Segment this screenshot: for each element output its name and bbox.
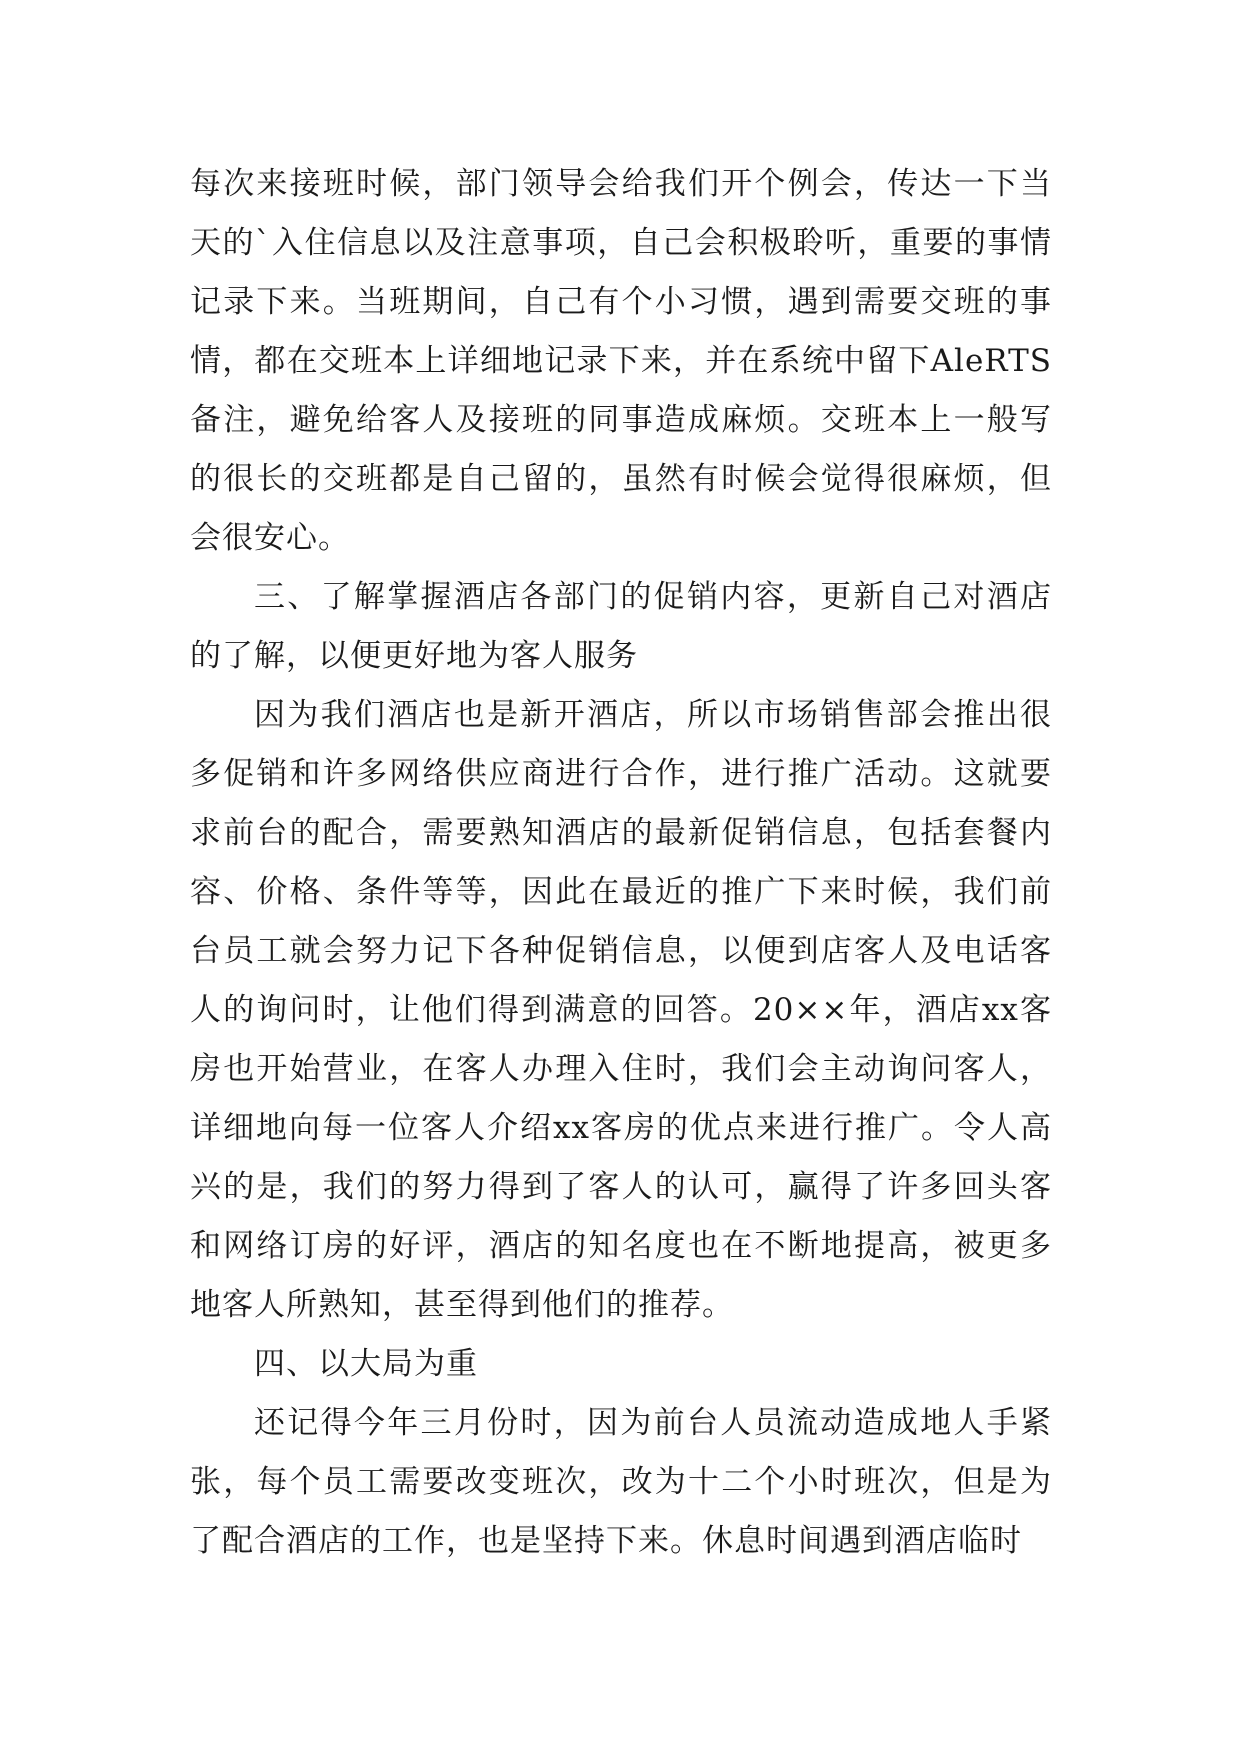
section-heading-big-picture: 四、以大局为重: [254, 1346, 478, 1382]
document-body: [190, 155, 1052, 1571]
paragraph-big-picture: 还记得今年三月份时，因为前台人员流动造成地人手紧张，每个员工需要改变班次，改为十二个小时班次，但是为了配合酒店的工作，也是坚持下来。休息时间遇到酒店临时: [190, 1405, 1052, 1559]
paragraph-handover-notes: 每次来接班时候，部门领导会给我们开个例会，传达一下当天的`入住信息以及注意事项，自己会积极聆听，重要的事情记录下来。当班期间，自己有个小习惯，遇到需要交班的事情，都在交班本上详细地记录下来，并在系统中留下AleRTS备注，避免给客人及接班的同事造成麻烦。交班本上一般写的很长的交班都是自己留的，虽然有时候会觉得很麻烦，但会很安心。: [190, 166, 1052, 556]
paragraph-promotions: 因为我们酒店也是新开酒店，所以市场销售部会推出很多促销和许多网络供应商进行合作，进行推广活动。这就要求前台的配合，需要熟知酒店的最新促销信息，包括套餐内容、价格、条件等等，因此在最近的推广下来时候，我们前台员工就会努力记下各种促销信息，以便到店客人及电话客人的询问时，让他们得到满意的回答。20××年，酒店xx客房也开始营业，在客人办理入住时，我们会主动询问客人，详细地向每一位客人介绍xx客房的优点来进行推广。令人高兴的是，我们的努力得到了客人的认可，赢得了许多回头客和网络订房的好评，酒店的知名度也在不断地提高，被更多地客人所熟知，甚至得到他们的推荐。: [190, 697, 1052, 1323]
section-heading-promotions: 三、了解掌握酒店各部门的促销内容，更新自己对酒店的了解，以便更好地为客人服务: [190, 579, 1052, 674]
